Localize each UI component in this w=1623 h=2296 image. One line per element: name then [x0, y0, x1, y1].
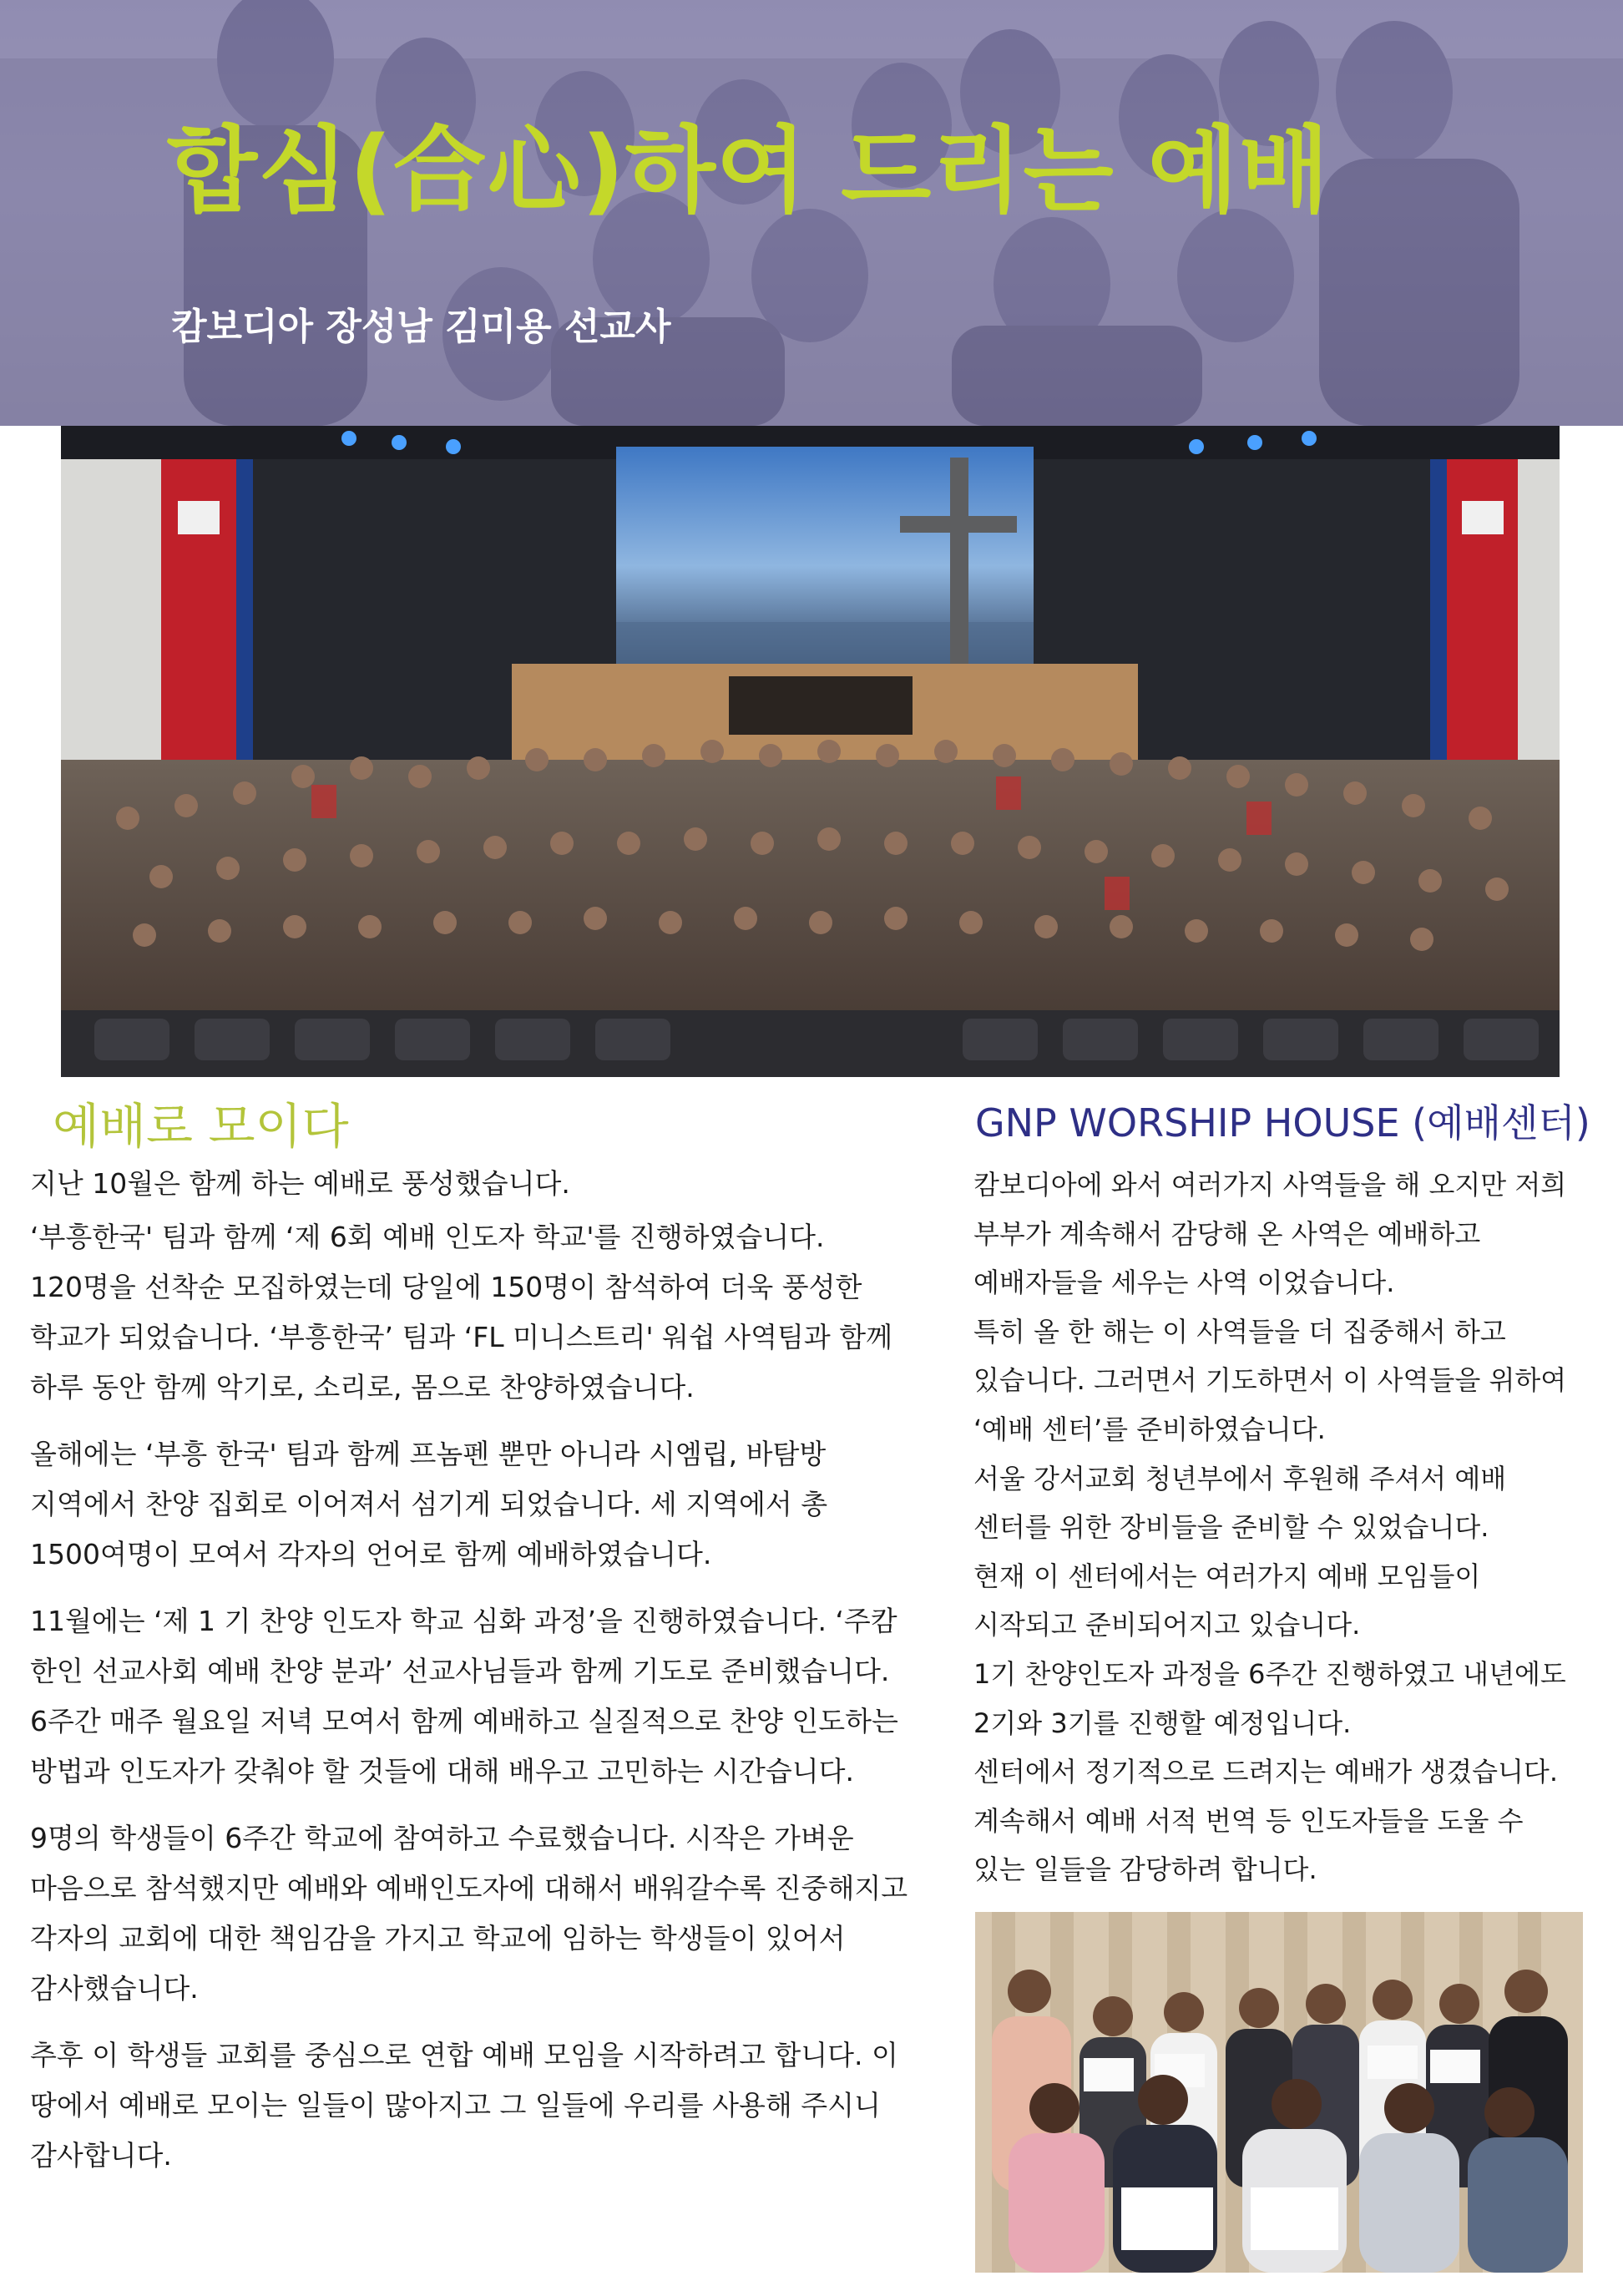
header-banner — [0, 0, 1623, 426]
section-heading-worship-gathering: 예배로 모이다 — [53, 1098, 349, 1155]
right-paragraph-2: 특히 올 한 해는 이 사역들을 더 집중해서 하고 있습니다. 그러면서 기도하면서 이 사역들을 위하여 ‘예배 센터’를 준비하였습니다. — [973, 1315, 1567, 1445]
left-paragraph-4: 11월에는 ‘제 1 기 찬양 인도자 학교 심화 과정’을 진행하였습니다. ‘주캄 한인 선교사회 예배 찬양 분과’ 선교사님들과 함께 기도로 준비했습니다. 6주간 매주 월요일 저녁 모여서 함께 예배하고 실질적으로 찬양 인도하는 방법과 인도자가 갖춰야 할 것들에 대해 배우고 고민하는 시간습니다. — [30, 1605, 898, 1788]
section-heading-worship-house: GNP WORSHIP HOUSE (예배센터) — [975, 1100, 1590, 1145]
right-paragraph-3: 서울 강서교회 청년부에서 후원해 주셔서 예배 센터를 위한 장비들을 준비할 수 있었습니다. — [973, 1462, 1507, 1544]
right-article-column — [973, 1161, 1575, 1894]
graduates-group-photo — [975, 1912, 1583, 2273]
right-paragraph-6: 센터에서 정기적으로 드려지는 예배가 생겼습니다. 계속해서 예배 서적 번역 등 인도자들을 도울 수 있는 일들을 감당하려 합니다. — [973, 1756, 1559, 1886]
left-paragraph-1: 지난 10월은 함께 하는 예배로 풍성했습니다. — [30, 1167, 570, 1200]
right-paragraph-5: 1기 찬양인도자 과정을 6주간 진행하였고 내년에도 2기와 3기를 진행할 예정입니다. — [973, 1657, 1566, 1739]
left-paragraph-5: 9명의 학생들이 6주간 학교에 참여하고 수료했습니다. 시작은 가벼운 마음으로 참석했지만 예배와 예배인도자에 대해서 배워갈수록 진중해지고 각자의 교회에 대한 책임감을 가지고 학교에 임하는 학생들이 있어서 감사했습니다. — [30, 1822, 908, 2005]
left-paragraph-6: 추후 이 학생들 교회를 중심으로 연합 예배 모임을 시작하려고 합니다. 이 땅에서 예배로 모이는 일들이 많아지고 그 일들에 우리를 사용해 주시니 감사합니다. — [30, 2039, 898, 2172]
right-paragraph-1: 캄보디아에 와서 여러가지 사역들을 해 오지만 저희 부부가 계속해서 감당해 온 사역은 예배하고 예배자들을 세우는 사역 이었습니다. — [973, 1169, 1567, 1299]
left-article-column — [30, 1159, 932, 2197]
worship-hall-group-photo — [61, 426, 1560, 1077]
page-subtitle: 캄보디아 장성남 김미용 선교사 — [171, 306, 671, 348]
left-paragraph-3: 올해에는 ‘부흥 한국' 팀과 함께 프놈펜 뿐만 아니라 시엠립, 바탐방 지역에서 찬양 집회로 이어져서 섬기게 되었습니다. 세 지역에서 총 1500여명이 모여서 각자의 언어로 함께 예배하였습니다. — [30, 1438, 828, 1570]
right-paragraph-4: 현재 이 센터에서는 여러가지 예배 모임들이 시작되고 준비되어지고 있습니다. — [973, 1560, 1481, 1641]
left-paragraph-2: ‘부흥한국' 팀과 함께 ‘제 6회 예배 인도자 학교'를 진행하였습니다. 120명을 선착순 모집하였는데 당일에 150명이 참석하여 더욱 풍성한 학교가 되었습니다. ‘부흥한국’ 팀과 ‘FL 미니스트리' 워쉽 사역팀과 함께 하루 동안 함께 악기로, 소리로, 몸으로 찬양하였습니다. — [30, 1221, 893, 1403]
page-title: 합심(合心)하여 드리는 예배 — [167, 117, 1331, 225]
